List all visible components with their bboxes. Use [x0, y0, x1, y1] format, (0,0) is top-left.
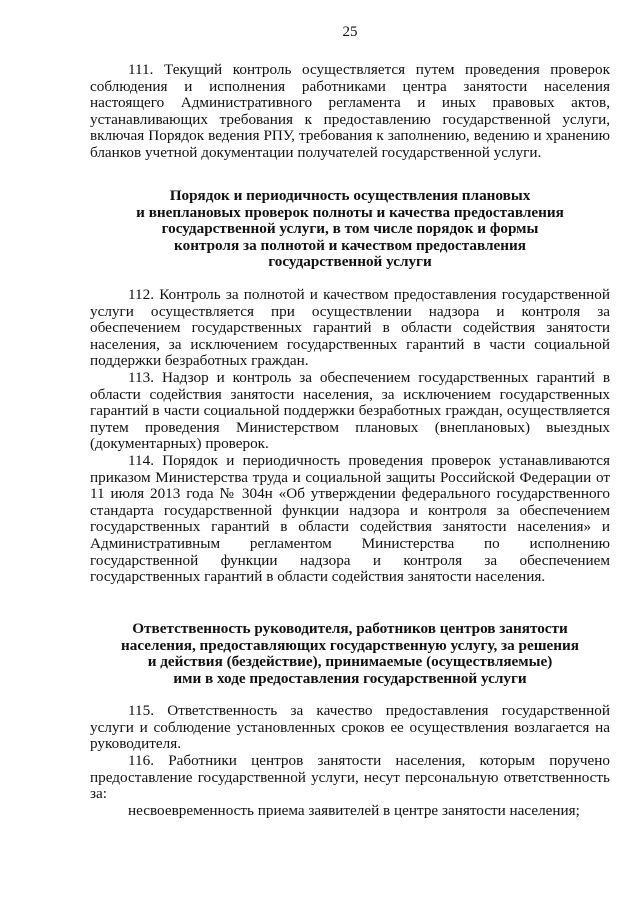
- heading-line: населения, предоставляющих государственную услугу, за решения: [120, 636, 580, 654]
- heading-line: Порядок и периодичность осуществления плановых: [169, 187, 531, 204]
- heading-line: государственной услуги: [268, 253, 432, 271]
- paragraph-111: 111. Текущий контроль осуществляется путем проведения проверок соблюдения и исполнения работниками центра занятости населения настоящего Административного регламента и иных правовых актов, устанавливающих требования к предоставлению государственной услуги, включая Порядок ведения РПУ, требования к заполнению, ведению и хранению бланков учетной документации получателей государственной услуги.: [90, 61, 610, 161]
- paragraph-116: 116. Работники центров занятости населения, которым поручено предоставление государственной услуги, несут персональную ответственность за:: [90, 752, 610, 803]
- heading-line: контроля за полнотой и качеством предоставления: [174, 236, 526, 254]
- section-heading-responsibility: [90, 621, 610, 687]
- page-number: 25: [342, 24, 358, 40]
- heading-line: и действия (бездействие), принимаемые (осуществляемые): [147, 653, 553, 671]
- paragraph-114: 114. Порядок и периодичность проведения проверок устанавливаются приказом Министерства труда и социальной защиты Российской Федерации от 11 июля 2013 года № 304н «Об утверждении федерального государственного стандарта государственной функции надзора и контроля за обеспечением государственных гарантий в области содействия занятости населения» и Административным регламентом Министерства по исполнению государственной функции надзора и контроля за обеспечением государственных гарантий в области содействия занятости населения.: [90, 452, 610, 586]
- paragraph-115: 115. Ответственность за качество предоставления государственной услуги и соблюдение установленных сроков ее осуществления возлагается на руководителя.: [90, 702, 610, 753]
- heading-line: Ответственность руководителя, работников центров занятости: [132, 620, 568, 637]
- paragraph-116-item: несвоевременность приема заявителей в центре занятости населения;: [128, 802, 580, 819]
- heading-line: ими в ходе предоставления государственной услуги: [173, 669, 527, 687]
- heading-line: и внеплановых проверок полноты и качества предоставления: [136, 203, 564, 221]
- heading-line: государственной услуги, в том числе порядок и формы: [161, 220, 539, 238]
- paragraph-112: 112. Контроль за полнотой и качеством предоставления государственной услуги осуществляется при осуществлении надзора и контроля за обеспечением государственных гарантий в области содействия занятости населения, за исключением государственных гарантий в части социальной поддержки безработных граждан.: [90, 286, 610, 370]
- section-heading-inspections: [90, 188, 610, 271]
- paragraph-113: 113. Надзор и контроль за обеспечением государственных гарантий в области содействия занятости населения, за исключением государственных гарантий в части социальной поддержки безработных граждан, осуществляется путем проведения Министерством плановых (внеплановых) выездных (документарных) проверок.: [90, 369, 610, 453]
